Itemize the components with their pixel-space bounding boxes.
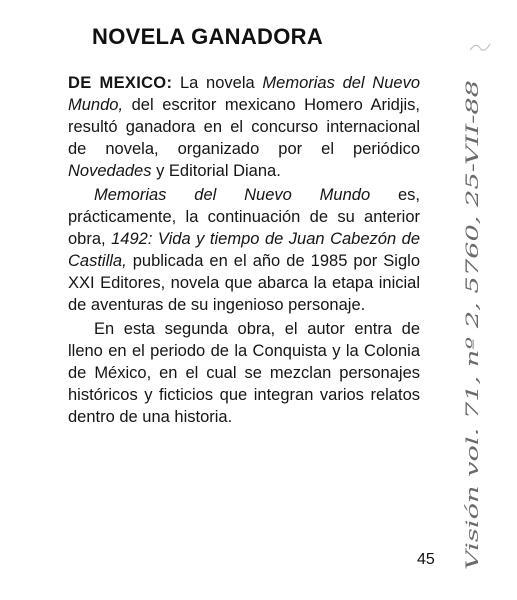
article-body: [68, 72, 420, 428]
handwritten-note-graphic: [440, 30, 510, 590]
paragraph-1: [68, 72, 420, 182]
p2-text-1: es, prácticamente, la continuación de su anterior obra,: [68, 186, 420, 248]
handwritten-citation-note: [440, 30, 510, 590]
p1-novel-title: Memorias del Nuevo Mundo,: [68, 74, 421, 114]
handwritten-note-text: Visión vol. 71, nº 2, 5760, 25-VII-88: [463, 264, 483, 570]
dateline: DE MEXICO:: [68, 74, 173, 92]
p1-newspaper-name: Novedades: [68, 162, 152, 180]
paragraph-3: En esta segunda obra, el autor entra de lleno en el periodo de la Conquista y la Colonia de México, en el cual se mezclan personajes históricos y ficticios que integran varios relatos dentro de una historia.: [68, 320, 420, 426]
p2-previous-work-title: 1492: Vida y tiempo de Juan Cabezón de Castilla,: [68, 230, 420, 270]
p1-text-1: La novela: [172, 74, 263, 92]
p2-novel-title: Memorias del Nuevo Mundo: [94, 186, 371, 204]
article-headline: NOVELA GANADORA: [92, 24, 324, 49]
p1-text-2: del escritor mexicano Homero Aridjis, resultó ganadora en el concurso internacional de novela, organizado por el periódico: [68, 96, 420, 158]
paragraph-2: [68, 184, 420, 316]
p2-text-2: publicada en el año de 1985 por Siglo XXI Editores, novela que abarca la etapa inicial de aventuras de su ingenioso personaje.: [68, 252, 420, 314]
page-number: 45: [417, 551, 435, 568]
pencil-mark: [470, 44, 490, 50]
p1-text-3: y Editorial Diana.: [151, 162, 281, 180]
